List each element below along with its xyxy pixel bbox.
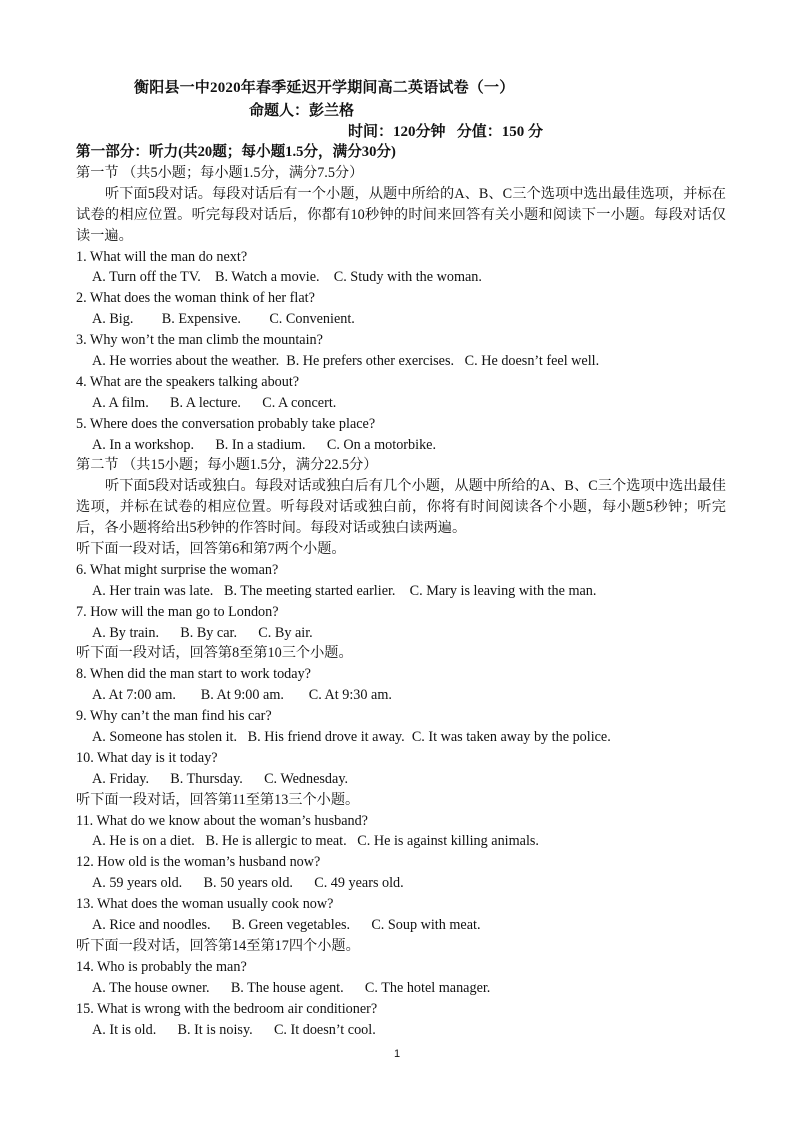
options-15: A. It is old. B. It is noisy. C. It doesn’t cool. [92,1021,376,1038]
question-10: 10. What day is it today? [76,749,218,766]
options-8: A. At 7:00 am. B. At 9:00 am. C. At 9:30 am. [92,687,392,704]
question-4: 4. What are the speakers talking about? [76,373,300,390]
question-12: 12. How old is the woman’s husband now? [76,854,321,871]
question-1: 1. What will the man do next? [76,248,248,265]
section2-title: 第二节 （共15小题；每小题1.5分，满分22.5分） [76,457,378,474]
question-14: 14. Who is probably the man? [76,958,247,975]
section1-title: 第一节 （共5小题；每小题1.5分，满分7.5分） [76,164,364,181]
options-4: A. A film. B. A lecture. C. A concert. [92,394,337,411]
exam-body [76,142,726,1040]
options-7: A. By train. B. By car. C. By air. [92,624,313,641]
options-1: A. Turn off the TV. B. Watch a movie. C. Study with the woman. [92,269,482,286]
question-11: 11. What do we know about the woman’s husband? [76,812,368,829]
options-14: A. The house owner. B. The house agent. C. The hotel manager. [92,979,491,996]
options-13: A. Rice and noodles. B. Green vegetables. C. Soup with meat. [92,917,481,934]
prompt-11-13: 听下面一段对话，回答第11至第13三个小题。 [76,791,360,808]
question-7: 7. How will the man go to London? [76,603,279,620]
prompt-6-7: 听下面一段对话，回答第6和第7两个小题。 [76,541,346,558]
question-6: 6. What might surprise the woman? [76,561,279,578]
options-12: A. 59 years old. B. 50 years old. C. 49 years old. [92,875,404,892]
options-6: A. Her train was late. B. The meeting started earlier. C. Mary is leaving with the man. [92,582,597,599]
question-8: 8. When did the man start to work today? [76,666,311,683]
question-13: 13. What does the woman usually cook now? [76,896,334,913]
question-5: 5. Where does the conversation probably take place? [76,415,376,432]
question-15: 15. What is wrong with the bedroom air conditioner? [76,1000,378,1017]
question-9: 9. Why can’t the man find his car? [76,708,272,725]
question-2: 2. What does the woman think of her flat? [76,290,315,307]
part1-title: 第一部分：听力(共20题；每小题1.5分，满分30分) [76,144,396,160]
options-2: A. Big. B. Expensive. C. Convenient. [92,311,355,328]
question-3: 3. Why won’t the man climb the mountain? [76,332,323,349]
options-3: A. He worries about the weather. B. He prefers other exercises. C. He doesn’t feel well. [92,352,600,369]
section2-instructions: 听下面5段对话或独白。每段对话或独白后有几个小题，从题中所给的A、B、C三个选项中选出最佳选项，并标在试卷的相应位置。听每段对话或独白前，你将有时间阅读各个小题，每小题5秒钟；听完后，各小题将给出5秒钟的作答时间。每段对话或独白读两遍。 [76,478,726,537]
exam-time-score: 时间：120分钟 分值：150 分 [348,124,544,140]
prompt-8-10: 听下面一段对话，回答第8至第10三个小题。 [76,645,353,662]
options-5: A. In a workshop. B. In a stadium. C. On a motorbike. [92,436,437,453]
exam-title: 衡阳县一中2020年春季延迟开学期间高二英语试卷（一） [134,80,515,96]
section1-instructions: 听下面5段对话。每段对话后有一个小题，从题中所给的A、B、C三个选项中选出最佳选项，并标在试卷的相应位置。听完每段对话后，你都有10秒钟的时间来回答有关小题和阅读下一小题。每段对话仅读一遍。 [76,185,726,244]
options-10: A. Friday. B. Thursday. C. Wednesday. [92,770,349,787]
prompt-14-17: 听下面一段对话，回答第14至第17四个小题。 [76,937,360,954]
options-9: A. Someone has stolen it. B. His friend drove it away. C. It was taken away by the police. [92,729,611,746]
page-number: 1 [393,1048,401,1060]
options-11: A. He is on a diet. B. He is allergic to meat. C. He is against killing animals. [92,833,539,850]
exam-author: 命题人：彭兰格 [249,103,355,119]
